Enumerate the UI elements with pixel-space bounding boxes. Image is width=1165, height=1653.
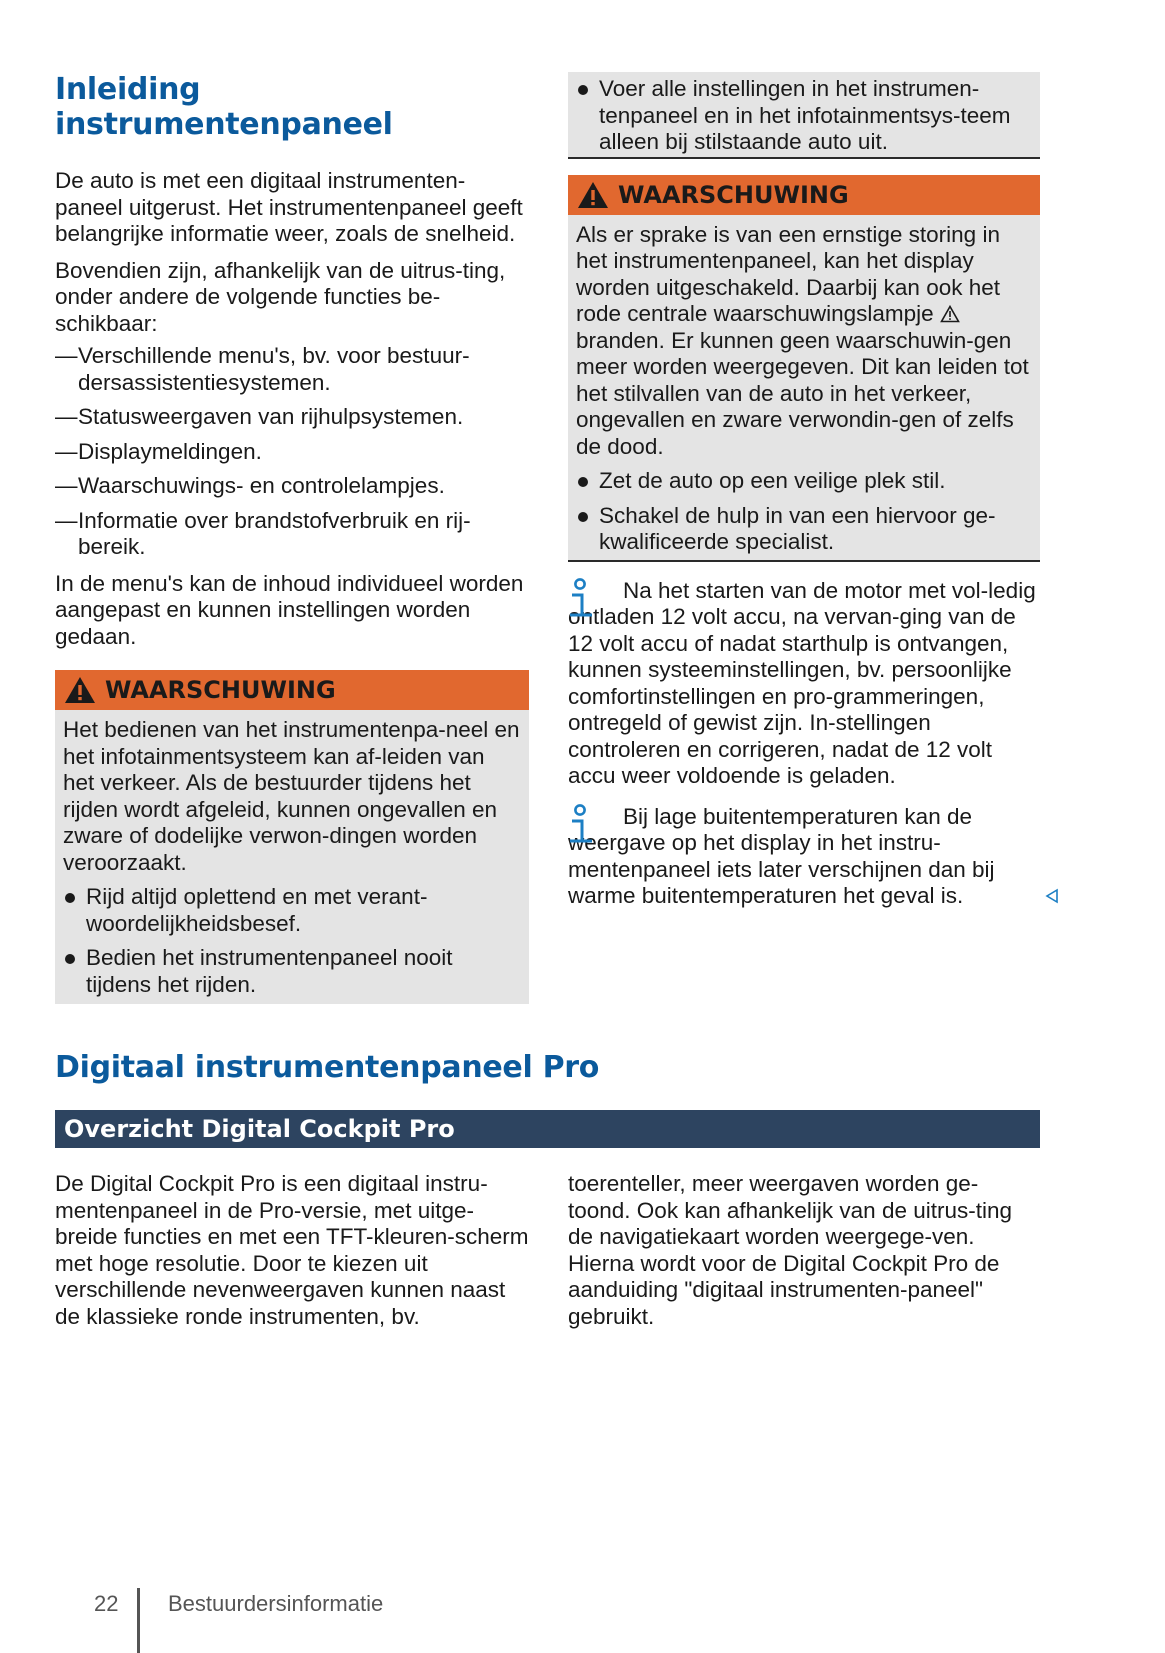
warning-bullets bbox=[63, 884, 521, 998]
body-paragraph: toerenteller, meer weergaven worden ge-toond. Ook kan afhankelijk van de uitrus-ting de navigatiekaart worden weergege-ven. Hierna wordt voor de Digital Cockpit Pro de aanduiding "digitaal instrumenten-paneel" gebruikt. bbox=[568, 1171, 1013, 1329]
info-note bbox=[568, 578, 1040, 790]
section-heading: Digitaal instrumentenpaneel Pro bbox=[55, 1050, 600, 1085]
list-item: Schakel de hulp in van een hiervoor ge-kwalificeerde specialist. bbox=[576, 503, 1032, 556]
end-of-section-icon bbox=[1045, 888, 1059, 904]
list-item: — Verschillende menu's, bv. voor bestuur-dersassistentiesystemen. bbox=[55, 343, 529, 396]
list-item: — Waarschuwings- en controlelampjes. bbox=[55, 473, 529, 500]
warning-text-part: Als er sprake is van een ernstige storing in het instrumentenpaneel, kan het display worden uitgeschakeld. Daarbij kan ook het rode centrale waarschuwingslampje bbox=[576, 221, 1001, 326]
warning-title: WAARSCHUWING bbox=[105, 676, 336, 704]
info-text: Na het starten van de motor met vol-ledig ontladen 12 volt accu, na vervan-ging van de 12 volt accu of nadat starthulp is ontvangen, kunnen systeeminstellingen, bv. persoonlijke comfortinstellingen en pro-grammeringen, ontregeld of gewist zijn. In-stellingen controleren en corrigeren, nadat de 12 volt accu weer voldoende is geladen. bbox=[568, 577, 1036, 788]
menus-paragraph: In de menu's kan de inhoud individueel worden aangepast en kunnen instellingen worden gedaan. bbox=[55, 570, 524, 649]
footer-divider bbox=[137, 1588, 140, 1653]
note-box bbox=[568, 72, 1040, 159]
list-item: — Informatie over brandstofverbruik en rij-bereik. bbox=[55, 508, 529, 561]
warning-text bbox=[576, 222, 1032, 461]
list-item: Bedien het instrumentenpaneel nooit tijdens het rijden. bbox=[63, 945, 521, 998]
warning-header bbox=[55, 670, 529, 710]
features-intro-paragraph: Bovendien zijn, afhankelijk van de uitrus-ting, onder andere de volgende functies be-schikbaar: bbox=[55, 257, 506, 336]
footer-section-name: Bestuurdersinformatie bbox=[168, 1591, 384, 1616]
info-icon bbox=[568, 804, 594, 848]
list-item: — Displaymeldingen. bbox=[55, 439, 529, 466]
intro-paragraph: De auto is met een digitaal instrumenten-paneel uitgerust. Het instrumentenpaneel geeft belangrijke informatie weer, zoals de snelheid. bbox=[55, 168, 523, 246]
warning-bullets bbox=[576, 468, 1032, 556]
info-icon bbox=[568, 578, 594, 622]
info-text: Bij lage buitentemperaturen kan de weergave op het display in het instru-mentenpaneel iets later verschijnen dan bij warme buitentemperaturen het geval is. bbox=[568, 803, 995, 908]
section-heading: Inleiding instrumentenpaneel bbox=[55, 72, 393, 142]
warning-triangle-icon bbox=[63, 675, 97, 705]
warning-body bbox=[55, 710, 529, 1004]
warning-triangle-icon bbox=[576, 180, 610, 210]
warning-box bbox=[568, 175, 1040, 562]
info-note bbox=[568, 804, 1040, 910]
right-column bbox=[568, 72, 1040, 920]
warning-box bbox=[55, 670, 529, 1004]
feature-list bbox=[55, 343, 529, 561]
list-item: Voer alle instellingen in het instrumen-tenpaneel en in het infotainmentsys-teem alleen bij stilstaande auto uit. bbox=[576, 76, 1032, 156]
list-item: Zet de auto op een veilige plek stil. bbox=[576, 468, 1032, 495]
warning-title: WAARSCHUWING bbox=[618, 180, 849, 209]
warning-text: Het bedienen van het instrumentenpa-neel en het infotainmentsysteem kan af-leiden van het verkeer. Als de bestuurder tijdens het rijden wordt afgeleid, kunnen ongevallen en zware of dodelijke verwon-dingen worden veroorzaakt. bbox=[63, 717, 520, 875]
list-item: — Statusweergaven van rijhulpsystemen. bbox=[55, 404, 529, 431]
warning-body bbox=[568, 215, 1040, 560]
left-column bbox=[55, 72, 529, 1004]
warning-text-part: branden. Er kunnen geen waarschuwin-gen meer worden weergegeven. Dit kan leiden tot het stilvallen van de auto in het verkeer, ongevallen en zware verwondin-gen of zelfs de dood. bbox=[576, 327, 1029, 459]
body-paragraph: De Digital Cockpit Pro is een digitaal instru-mentenpaneel in de Pro-versie, met uitge-breide functies en met een TFT-kleuren-scherm met hoge resolutie. Door te kiezen uit verschillende nevenweergaven kunnen naast de klassieke ronde instrumenten, bv. bbox=[55, 1171, 529, 1329]
warning-lamp-icon bbox=[940, 305, 960, 323]
list-item: Rijd altijd oplettend en met verant-woordelijkheidsbesef. bbox=[63, 884, 521, 937]
subsection-bar: Overzicht Digital Cockpit Pro bbox=[55, 1110, 1040, 1148]
page-number: 22 bbox=[94, 1591, 119, 1616]
warning-header bbox=[568, 175, 1040, 215]
